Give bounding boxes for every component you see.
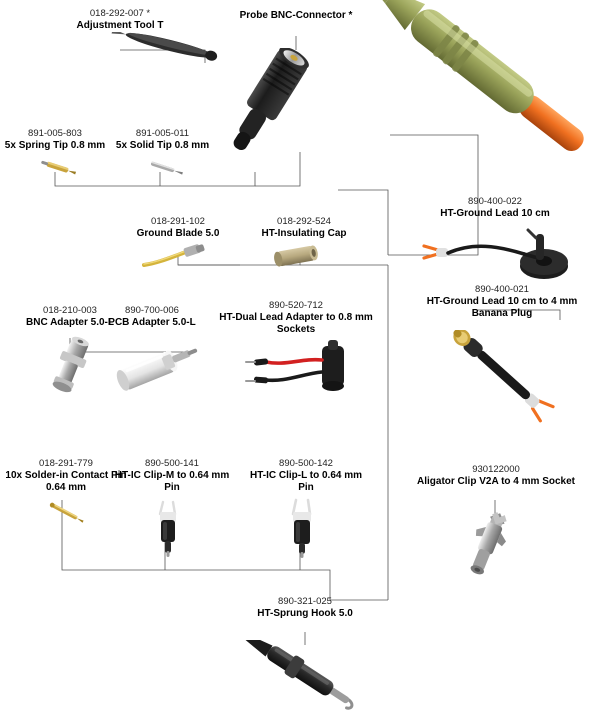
part-code: 890-520-712 bbox=[269, 300, 323, 311]
part-name: 5x Spring Tip 0.8 mm bbox=[4, 139, 106, 151]
solder-in-contact-pin-illustration bbox=[42, 500, 88, 526]
part-name: HT-Insulating Cap bbox=[261, 227, 347, 239]
part-name: Probe BNC-Connector * bbox=[239, 10, 353, 21]
part-code: 890-500-141 bbox=[145, 458, 199, 469]
solid-tip-illustration bbox=[142, 158, 186, 180]
part-name: BNC Adapter 5.0-L bbox=[26, 316, 114, 328]
part-code: 890-500-142 bbox=[279, 458, 333, 469]
part-code: 018-291-102 bbox=[151, 216, 205, 227]
part-name: PCB Adapter 5.0-L bbox=[108, 316, 196, 328]
label-ground-blade bbox=[112, 216, 244, 240]
part-name: HT-Ground Lead 10 cm to 4 mm Banana Plug bbox=[426, 295, 578, 320]
part-code: 018-291-779 bbox=[39, 458, 93, 469]
bnc-adapter-illustration bbox=[44, 334, 100, 396]
label-aligator-clip bbox=[410, 464, 582, 488]
part-code: 890-321-025 bbox=[278, 596, 332, 607]
sprung-hook-illustration bbox=[224, 640, 364, 710]
part-code: 018-292-007 * bbox=[89, 8, 151, 19]
part-name: HT-IC Clip-L to 0.64 mm Pin bbox=[249, 469, 363, 494]
part-code: 018-210-003 bbox=[43, 305, 97, 316]
part-code: 890-400-021 bbox=[475, 284, 529, 295]
part-name: Aligator Clip V2A to 4 mm Socket bbox=[417, 475, 575, 487]
label-insulating-cap bbox=[238, 216, 370, 240]
label-ht-ground-lead-banana bbox=[412, 284, 592, 321]
label-probe-bnc-connector bbox=[216, 10, 376, 23]
dual-lead-adapter-illustration bbox=[236, 340, 366, 406]
label-sprung-hook bbox=[220, 596, 390, 620]
part-code: 891-005-803 bbox=[28, 128, 82, 139]
ic-clip-l-illustration bbox=[282, 498, 326, 558]
part-code: 890-400-022 bbox=[468, 196, 522, 207]
ic-clip-m-illustration bbox=[148, 498, 192, 558]
part-name: Ground Blade 5.0 bbox=[136, 227, 220, 239]
part-code: 930122000 bbox=[472, 464, 520, 475]
part-name: HT-Sprung Hook 5.0 bbox=[257, 607, 353, 619]
part-name: 5x Solid Tip 0.8 mm bbox=[115, 139, 210, 151]
part-code: 018-292-524 bbox=[277, 216, 331, 227]
pcb-adapter-illustration bbox=[108, 338, 204, 394]
part-name: 10x Solder-in Contact Pin 0.64 mm bbox=[5, 469, 127, 494]
label-solid-tip bbox=[100, 128, 225, 152]
label-pcb-adapter bbox=[88, 305, 216, 329]
ht-ground-lead-banana-illustration bbox=[430, 330, 560, 430]
part-code: 890-700-006 bbox=[125, 305, 179, 316]
spring-tip-illustration bbox=[36, 158, 80, 180]
part-name: HT-Dual Lead Adapter to 0.8 mm Sockets bbox=[219, 311, 373, 336]
part-name: HT-IC Clip-M to 0.64 mm Pin bbox=[114, 469, 230, 494]
adjustment-tool-illustration bbox=[108, 32, 228, 62]
part-name: Adjustment Tool T bbox=[76, 19, 164, 31]
label-ic-clip-m bbox=[108, 458, 236, 495]
label-adjustment-tool bbox=[30, 8, 210, 32]
part-code: 891-005-011 bbox=[135, 128, 190, 139]
insulating-cap-illustration bbox=[268, 243, 330, 269]
label-ht-ground-lead-10cm bbox=[400, 196, 590, 220]
probe-bnc-connector-illustration bbox=[228, 48, 358, 168]
label-dual-lead-adapter bbox=[212, 300, 380, 337]
probe-illustration bbox=[330, 0, 600, 175]
part-name: HT-Ground Lead 10 cm bbox=[440, 207, 550, 219]
ground-blade-illustration bbox=[140, 243, 216, 271]
aligator-clip-illustration bbox=[452, 512, 538, 588]
label-ic-clip-l bbox=[242, 458, 370, 495]
